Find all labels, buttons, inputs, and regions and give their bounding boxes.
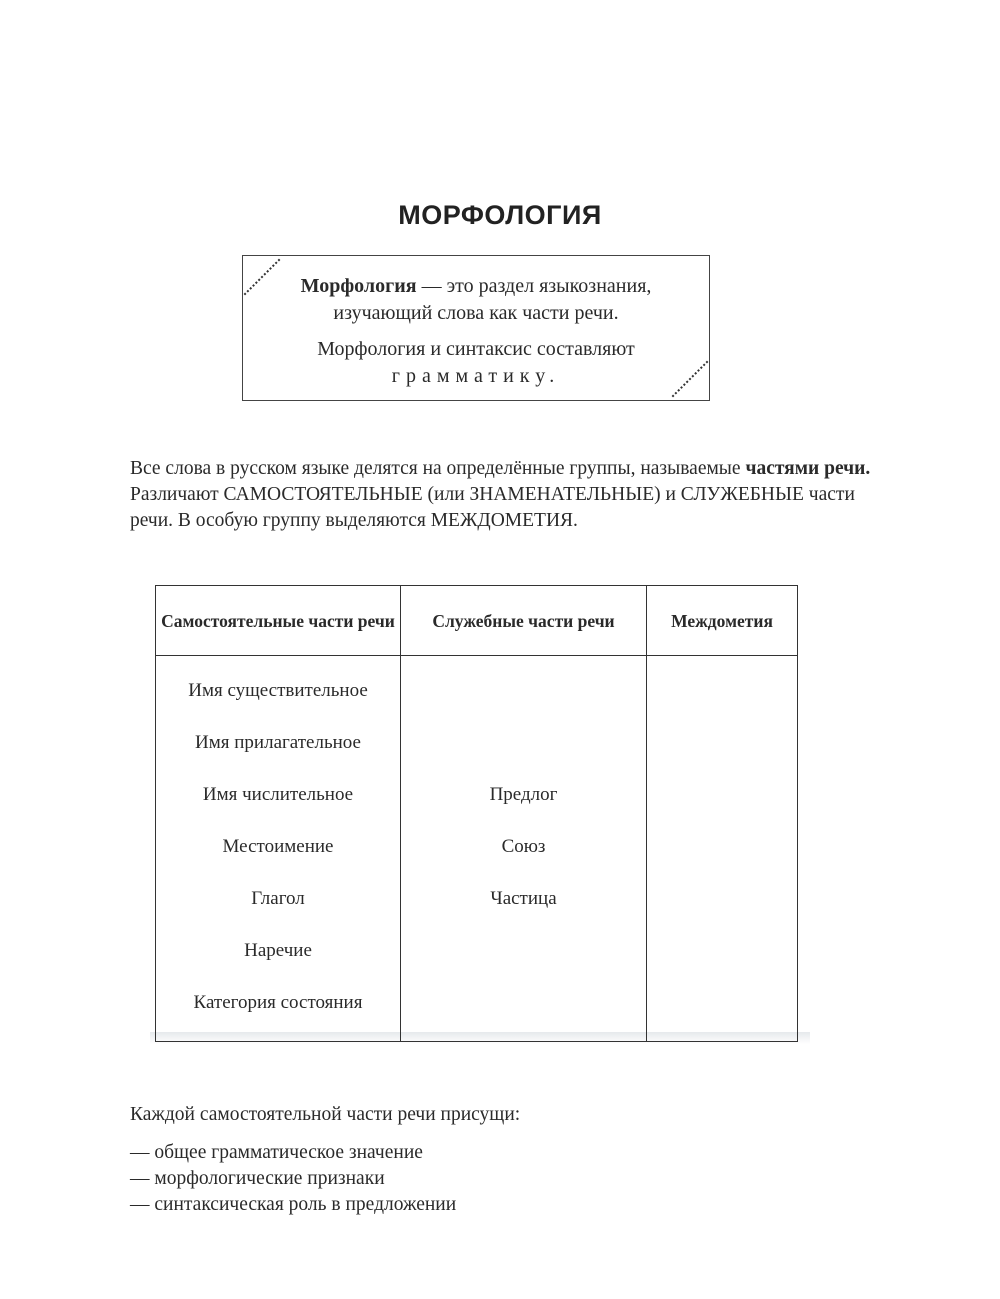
list-item: Имя прилагательное [195, 732, 361, 753]
definition-line-3: Морфология и синтаксис составляют [317, 338, 635, 360]
list-item: Местоимение [222, 836, 334, 857]
list-item: — общее грамматическое значение [130, 1142, 423, 1163]
page-title: МОРФОЛОГИЯ [398, 200, 602, 230]
list-item: Категория состояния [193, 992, 363, 1013]
list-item [402, 728, 645, 780]
list-item: Наречие [244, 940, 312, 961]
definition-term: Морфология [300, 275, 417, 297]
parts-of-speech-table [155, 585, 798, 1042]
header-independent: Самостоятельные части речи [156, 586, 401, 656]
intro-paragraph [130, 456, 890, 534]
list-item: Предлог [489, 784, 558, 805]
list-item: — синтаксическая роль в предложении [130, 1194, 457, 1215]
definition-box [242, 255, 710, 401]
definition-line-1 [243, 273, 709, 300]
definition-line-2: изучающий слова как части речи. [333, 302, 619, 324]
column-auxiliary [401, 656, 647, 1042]
list-item: Имя числительное [202, 784, 354, 805]
column-interjections [647, 656, 798, 1042]
definition-text: — это раздел языкознания, [416, 275, 652, 297]
intro-text-2: Различают САМОСТОЯТЕЛЬНЫЕ (или ЗНАМЕНАТЕЛЬНЫЕ) и СЛУЖЕБНЫЕ части речи. В особую группу выделяются МЕЖДОМЕТИЯ. [130, 484, 855, 531]
list-item: — морфологические признаки [130, 1168, 385, 1189]
header-interjections: Междометия [647, 586, 798, 656]
features-lead: Каждой самостоятельной части речи присущи: [130, 1104, 521, 1125]
list-item: Частица [490, 888, 557, 909]
definition-line-4: грамматику. [391, 365, 561, 387]
list-item: Союз [501, 836, 546, 857]
intro-bold-term: частями речи. [745, 458, 871, 479]
header-auxiliary: Служебные части речи [401, 586, 647, 656]
intro-text-1: Все слова в русском языке делятся на определённые группы, называемые [130, 458, 746, 479]
list-item: Имя существительное [188, 680, 368, 701]
features-list [130, 1102, 520, 1218]
list-item: Глагол [251, 888, 305, 909]
list-item [402, 676, 645, 728]
column-independent [156, 656, 401, 1042]
